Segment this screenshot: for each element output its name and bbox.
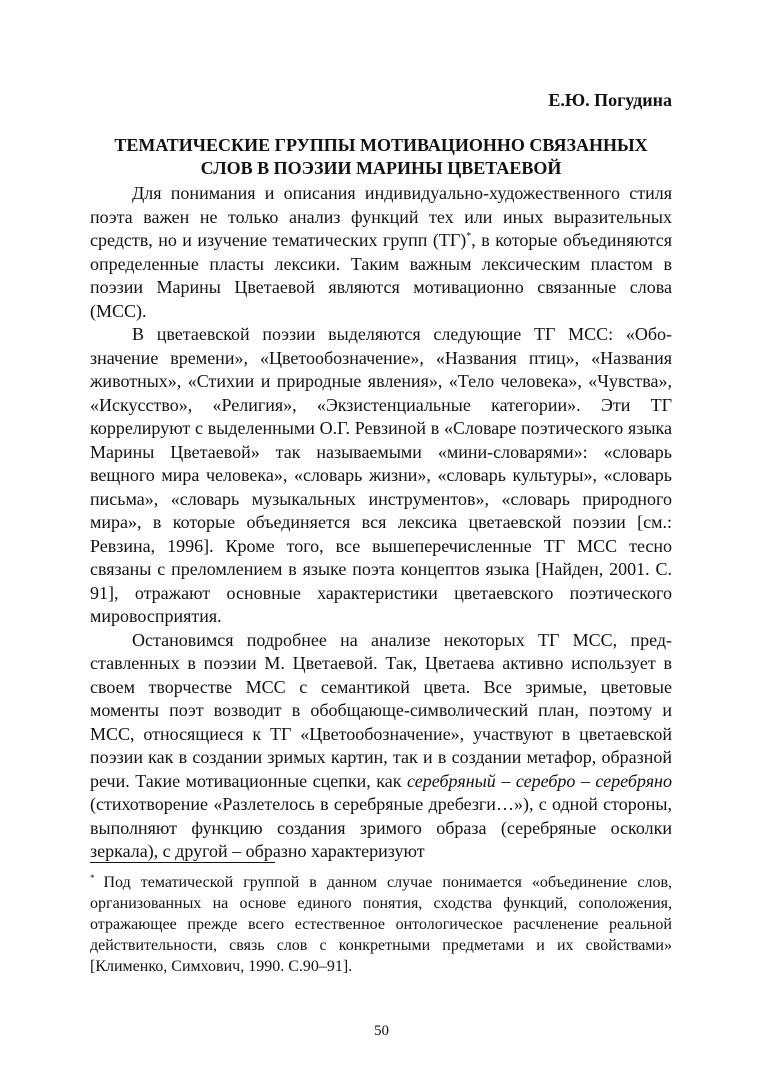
- article-body: [90, 182, 672, 864]
- footnote-divider: [90, 862, 275, 863]
- footnote-reference[interactable]: *: [466, 231, 472, 242]
- paragraph-3-text-b: (стихотворение «Разлетелось в серебряные дребезги…»), с одной стороны, выполняют функцию создания зримого образа (серебряные осколки зеркала), с другой – образно характеризуют: [90, 794, 672, 861]
- title-line-2: СЛОВ В ПОЭЗИИ МАРИНЫ ЦВЕТАЕВОЙ: [200, 158, 562, 178]
- paragraph-3-text-a: Остановимся подробнее на анализе некоторых ТГ МСС, представленных в поэзии М. Цветаевой. Так, Цветаева активно использует в своем творчестве МСС с семантикой цвета. Все зримые, цветовые моменты поэт возводит в обобщающе-символический план, поэтому и МСС, относящиеся к ТГ «Цветообозначение», участвуют в цветаевской поэзии как в создании зримых картин, так и в создании метафор, образной речи. Такие мотивационные сцепки, как: [90, 629, 672, 791]
- article: [90, 88, 672, 864]
- paragraph-1-text-b: , в которые объединяются определенные пласты лексики. Таким важным лексическим пластом в поэзии Марины Цветаевой являются мотивационно связанные слова (МСС).: [90, 230, 672, 321]
- author-name: Е.Ю. Погудина: [548, 90, 672, 110]
- title-line-1: ТЕМАТИЧЕСКИЕ ГРУППЫ МОТИВАЦИОННО СВЯЗАННЫХ: [114, 135, 648, 155]
- paragraph-3: [90, 629, 672, 864]
- article-title: [90, 134, 672, 180]
- footnote-mark: *: [90, 872, 95, 883]
- footnotes: [90, 862, 672, 977]
- paragraph-2: В цветаевской поэзии выделяются следующие ТГ МСС: «Обозначение времени», «Цветообозначение», «Названия птиц», «Названия животных», «Стихии и природные явления», «Тело человека», «Чувства», «Искусство», «Религия», «Экзистенциальные категории». Эти ТГ коррелируют с выделенными О.Г. Ревзиной в «Словаре поэтического языка Марины Цветаевой» так называемыми «мини-словарями»: «словарь вещного мира человека», «словарь жизни», «словарь культуры», «словарь письма», «словарь музыкальных инструментов», «словарь природного мира», в которые объединяется вся лексика цветаевской поэзии [см.: Ревзина, 1996]. Кроме того, все вышеперечисленные ТГ МСС тесно связаны с преломлением в языке поэта концептов языка [Найден, 2001. С. 91], отражают основные характеристики цветаевского поэтического мировосприятия.: [90, 324, 672, 626]
- page-number: 50: [374, 1023, 389, 1039]
- paragraph-1-text-a: Для понимания и описания индивидуально-художественного стиля поэта важен не только анализ функций тех или иных выразительных средств, но и изучение тематических групп (ТГ): [90, 183, 672, 250]
- footnote: [90, 872, 672, 977]
- paragraph-1: [90, 182, 672, 323]
- footnote-text: Под тематической группой в данном случае понимается «объединение слов, организованных на основе единого понятия, сходства функций, соположения, отражающее прежде всего естественное онтологическое расчленение реальной действительности, связь слов с конкретными предметами и их свойствами» [Клименко, Симхович, 1990. С.90–91].: [90, 874, 672, 975]
- paragraph-3-italic-example: серебряный – серебро – серебряно: [407, 770, 672, 791]
